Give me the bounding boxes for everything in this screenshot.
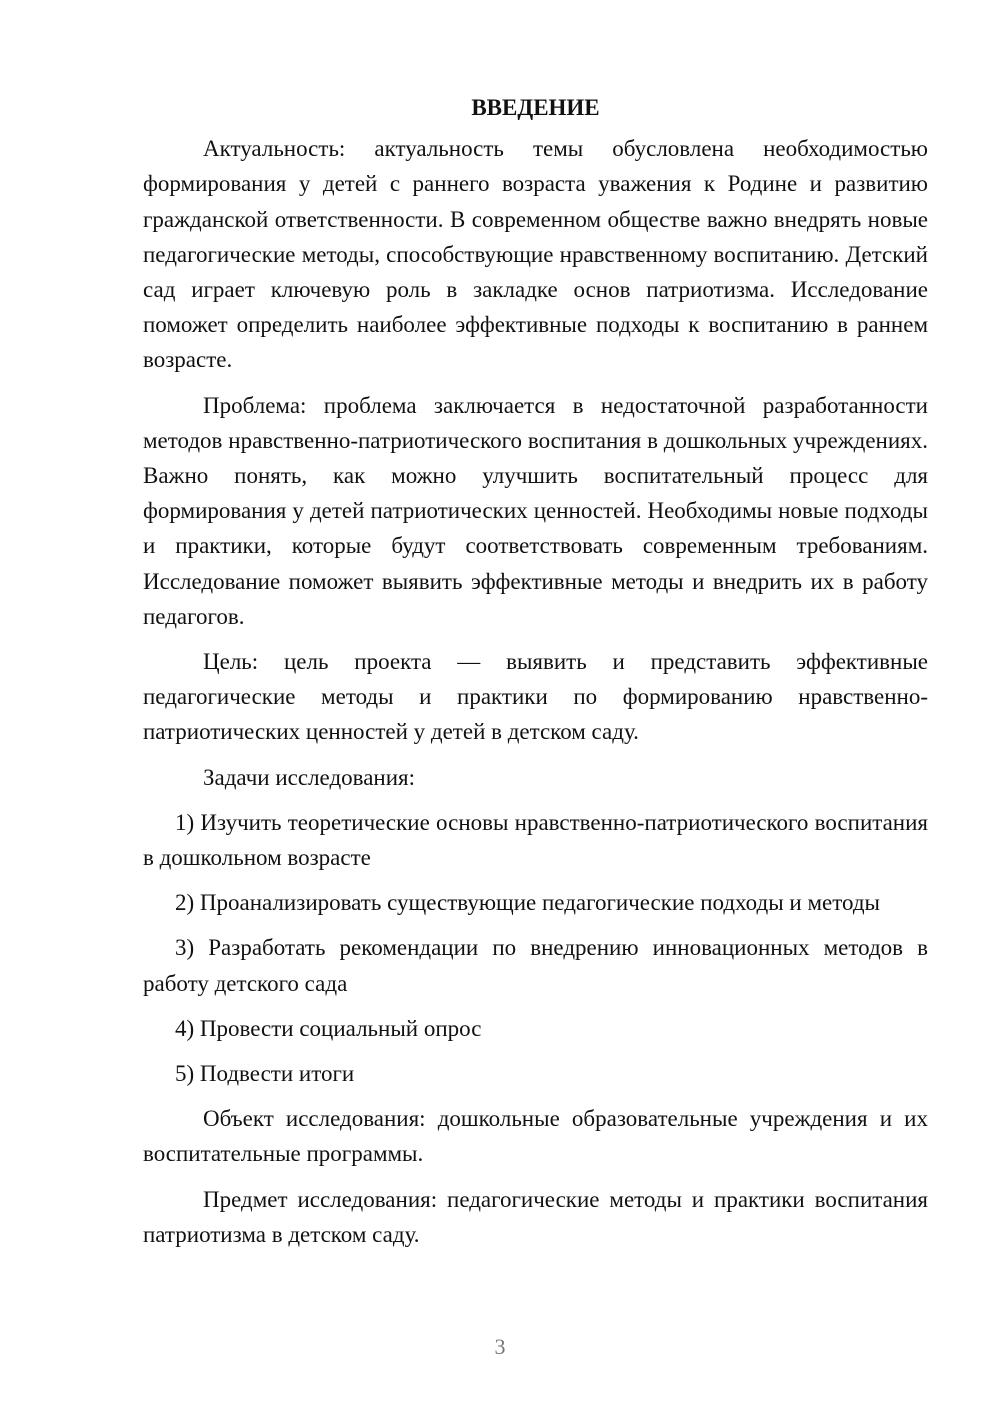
goal-paragraph: Цель: цель проекта — выявить и представить эффективные педагогические методы и практики по формированию нравственно-патриотических ценностей у детей в детском саду. — [143, 649, 928, 745]
task-item: 4) Провести социальный опрос — [175, 1015, 482, 1041]
task-item: 2) Проанализировать существующие педагогические подходы и методы — [175, 890, 880, 916]
section-title: ВВЕДЕНИЕ — [471, 95, 600, 120]
subject-paragraph: Предмет исследования: педагогические методы и практики воспитания патриотизма в детском саду. — [143, 1186, 928, 1247]
task-item: 3) Разработать рекомендации по внедрению инновационных методов в работу детского сада — [143, 935, 928, 996]
problem-paragraph: Проблема: проблема заключается в недостаточной разработанности методов нравственно-патриотического воспитания в дошкольных учреждениях. Важно понять, как можно улучшить воспитательный процесс для формирования у детей патриотических ценностей. Необходимы новые подходы и практики, которые будут соответствовать современным требованиям. Исследование поможет выявить эффективные методы и внедрить их в работу педагогов. — [143, 392, 928, 629]
document-body — [143, 90, 928, 1262]
object-paragraph: Объект исследования: дошкольные образовательные учреждения и их воспитательные программы. — [143, 1106, 928, 1167]
task-item: 5) Подвести итоги — [175, 1061, 355, 1087]
page-number: 3 — [494, 1334, 506, 1359]
task-item: 1) Изучить теоретические основы нравственно-патриотического воспитания в дошкольном возрасте — [143, 809, 928, 871]
relevance-paragraph: Актуальность: актуальность темы обусловлена необходимостью формирования у детей с раннего возраста уважения к Родине и развитию гражданской ответственности. В современном обществе важно внедрять новые педагогические методы, способствующие нравственному воспитанию. Детский сад играет ключевую роль в закладке основ патриотизма. Исследование поможет определить наиболее эффективные подходы к воспитанию в раннем возрасте. — [143, 136, 928, 373]
tasks-heading: Задачи исследования: — [203, 764, 416, 790]
